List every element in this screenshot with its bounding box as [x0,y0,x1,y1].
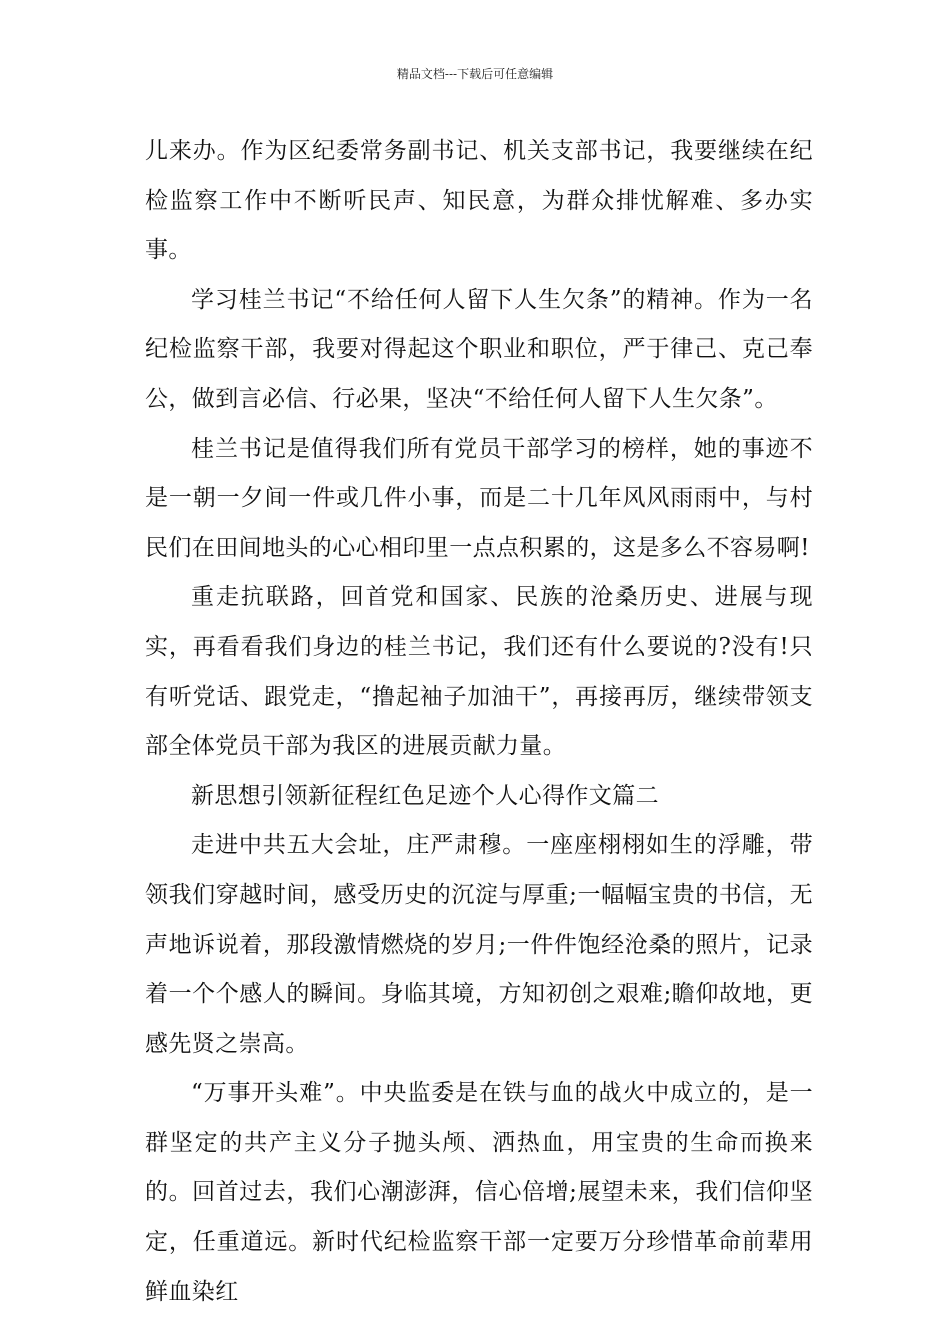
section-heading: 新思想引领新征程红色足迹个人心得作文篇二 [191,782,659,809]
paragraph: 学习桂兰书记“不给任何人留下人生欠条”的精神。作为一名纪检监察干部，我要对得起这个职业和职位，严于律己、克己奉公，做到言必信、行必果，坚决“不给任何人留下人生欠条”。 [145,286,813,412]
paragraph: 桂兰书记是值得我们所有党员干部学习的榜样，她的事迹不是一朝一夕间一件或几件小事，而是二十几年风风雨雨中，与村民们在田间地头的心心相印里一点点积累的，这是多么不容易啊! [145,435,813,561]
document-body [145,127,813,1317]
paragraph: 走进中共五大会址，庄严肃穆。一座座栩栩如生的浮雕，带领我们穿越时间，感受历史的沉淀与厚重;一幅幅宝贵的书信，无声地诉说着，那段激情燃烧的岁月;一件件饱经沧桑的照片，记录着一个个感人的瞬间。身临其境，方知初创之艰难;瞻仰故地，更感先贤之崇高。 [145,832,813,1057]
page-header: 精品文档---下载后可任意编辑 [396,67,554,81]
paragraph: “万事开头难”。中央监委是在铁与血的战火中成立的，是一群坚定的共产主义分子抛头颅、洒热血，用宝贵的生命而换来的。回首过去，我们心潮澎湃，信心倍增;展望未来，我们信仰坚定，任重道远。新时代纪检监察干部一定要万分珍惜革命前辈用鲜血染红 [145,1080,813,1305]
paragraph: 重走抗联路，回首党和国家、民族的沧桑历史、进展与现实，再看看我们身边的桂兰书记，我们还有什么要说的?没有!只有听党话、跟党走，“撸起袖子加油干”，再接再厉，继续带领支部全体党员干部为我区的进展贡献力量。 [145,584,813,760]
paragraph-continuation: 儿来办。作为区纪委常务副书记、机关支部书记，我要继续在纪检监察工作中不断听民声、知民意，为群众排忧解难、多办实事。 [145,138,813,264]
